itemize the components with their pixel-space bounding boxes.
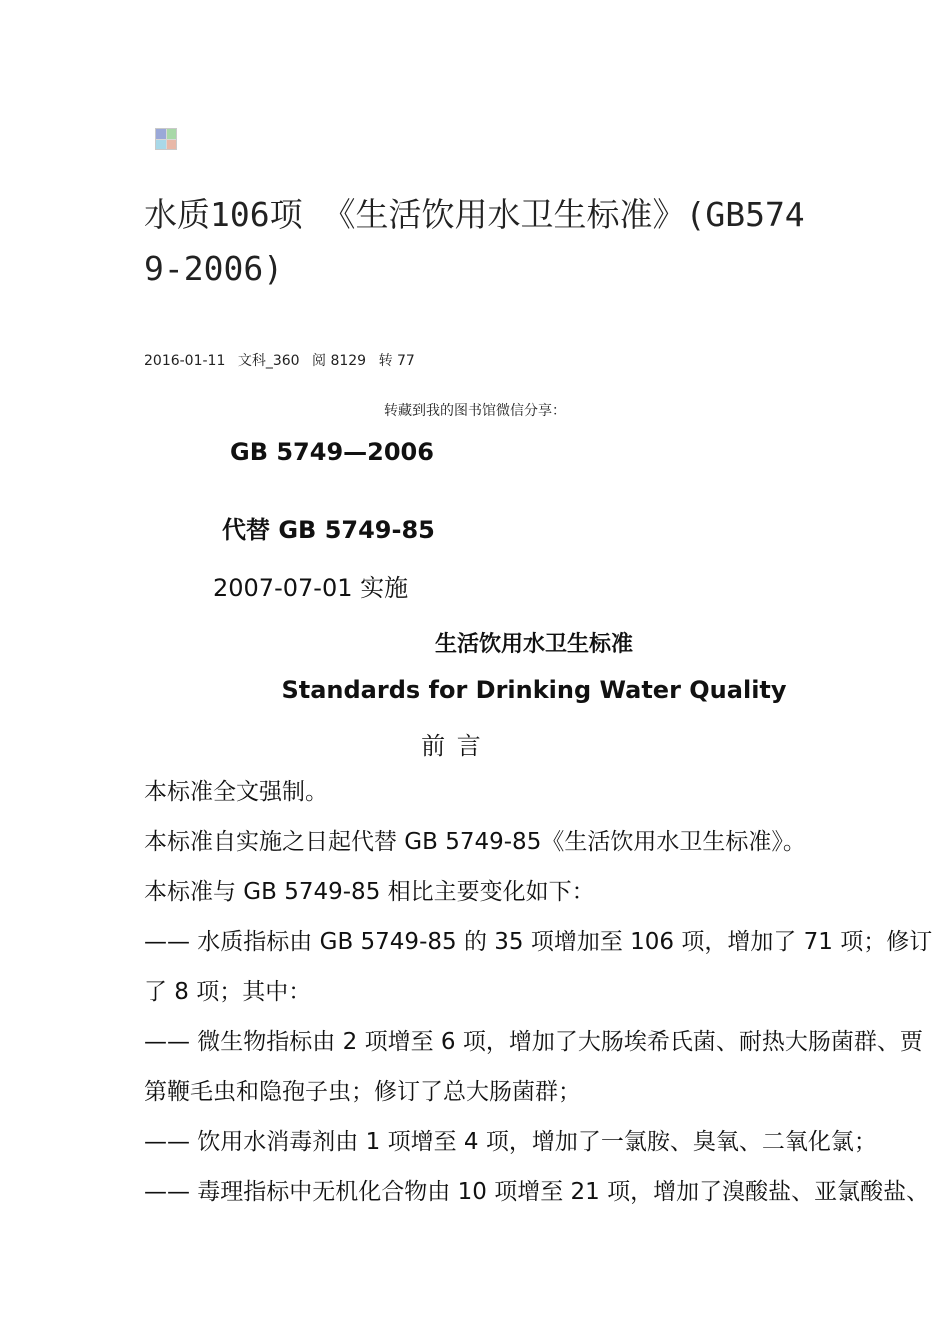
author-link[interactable]: 文科_360 <box>237 353 300 369</box>
share-bar[interactable]: 转藏到我的图书馆微信分享： <box>384 403 566 419</box>
paragraph: 本标准自实施之日起代替 GB 5749-85《生活饮用水卫生标准》。 <box>144 829 806 855</box>
publish-date: 2016-01-11 <box>144 353 226 369</box>
logo-icon <box>155 128 177 150</box>
logo-cell <box>167 140 177 150</box>
article-meta <box>144 350 423 370</box>
logo-cell <box>167 129 177 139</box>
implementation-date: 2007-07-01 实施 <box>213 574 409 602</box>
paragraph: —— 水质指标由 GB 5749-85 的 35 项增加至 106 项，增加了 71 项；修订了 8 项；其中： <box>144 929 933 1005</box>
share-count: 转 77 <box>378 353 415 369</box>
paragraph: 本标准全文强制。 <box>144 779 328 805</box>
paragraph: 本标准与 GB 5749-85 相比主要变化如下： <box>144 879 595 905</box>
paragraph: —— 饮用水消毒剂由 1 项增至 4 项，增加了一氯胺、臭氧、二氧化氯； <box>144 1129 877 1155</box>
logo-cell <box>156 140 166 150</box>
paragraph: —— 毒理指标中无机化合物由 10 项增至 21 项，增加了溴酸盐、亚氯酸盐、 <box>144 1179 930 1205</box>
standard-number: GB 5749—2006 <box>230 438 434 466</box>
document-title-en: Standards for Drinking Water Quality <box>281 676 787 704</box>
preface-heading: 前 言 <box>421 732 483 760</box>
replaces-standard: 代替 GB 5749-85 <box>222 516 435 544</box>
page-title: 水质106项 《生活饮用水卫生标准》(GB5749-2006) <box>144 195 805 288</box>
document-title-cn: 生活饮用水卫生标准 <box>434 632 633 657</box>
read-count: 阅 8129 <box>312 353 367 369</box>
logo-cell <box>156 129 166 139</box>
paragraph: —— 微生物指标由 2 项增至 6 项，增加了大肠埃希氏菌、耐热大肠菌群、贾第鞭毛虫和隐孢子虫；修订了总大肠菌群； <box>144 1029 923 1105</box>
